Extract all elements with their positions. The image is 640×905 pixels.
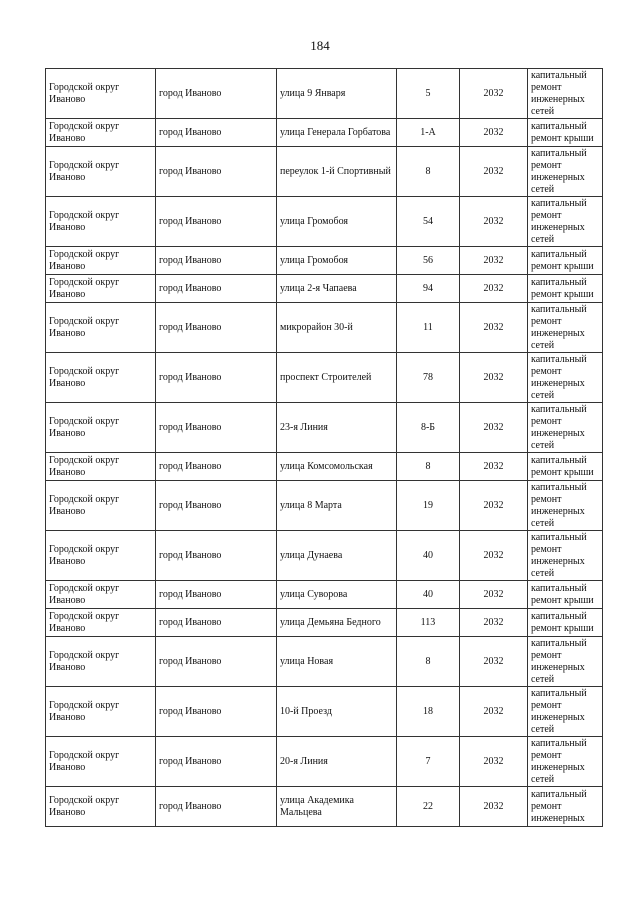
repair-schedule-table — [45, 68, 603, 827]
year-cell: 2032 — [460, 69, 528, 119]
street-cell: проспект Строителей — [277, 353, 397, 403]
work-type-cell: капитальный ремонт крыши — [528, 609, 603, 637]
municipality-cell: Городской округ Иваново — [46, 637, 156, 687]
table-row — [46, 119, 603, 147]
street-cell: улица 2-я Чапаева — [277, 275, 397, 303]
work-type-cell: капитальный ремонт инженерных сетей — [528, 147, 603, 197]
house-number-cell: 56 — [397, 247, 460, 275]
year-cell: 2032 — [460, 275, 528, 303]
house-number-cell: 40 — [397, 531, 460, 581]
work-type-cell: капитальный ремонт инженерных сетей — [528, 69, 603, 119]
settlement-cell: город Иваново — [156, 119, 277, 147]
street-cell: 23-я Линия — [277, 403, 397, 453]
table-row — [46, 403, 603, 453]
year-cell: 2032 — [460, 353, 528, 403]
municipality-cell: Городской округ Иваново — [46, 353, 156, 403]
street-cell: улица Генерала Горбатова — [277, 119, 397, 147]
street-cell: улица Комсомольская — [277, 453, 397, 481]
work-type-cell: капитальный ремонт инженерных сетей — [528, 737, 603, 787]
work-type-cell: капитальный ремонт крыши — [528, 247, 603, 275]
year-cell: 2032 — [460, 481, 528, 531]
work-type-cell: капитальный ремонт крыши — [528, 453, 603, 481]
year-cell: 2032 — [460, 303, 528, 353]
year-cell: 2032 — [460, 687, 528, 737]
street-cell: улица Суворова — [277, 581, 397, 609]
table-row — [46, 637, 603, 687]
table-row — [46, 275, 603, 303]
settlement-cell: город Иваново — [156, 303, 277, 353]
house-number-cell: 5 — [397, 69, 460, 119]
house-number-cell: 54 — [397, 197, 460, 247]
work-type-cell: капитальный ремонт инженерных сетей — [528, 481, 603, 531]
settlement-cell: город Иваново — [156, 787, 277, 827]
house-number-cell: 8 — [397, 637, 460, 687]
table-row — [46, 353, 603, 403]
municipality-cell: Городской округ Иваново — [46, 247, 156, 275]
table-row — [46, 787, 603, 827]
house-number-cell: 113 — [397, 609, 460, 637]
table-body — [46, 69, 603, 827]
settlement-cell: город Иваново — [156, 275, 277, 303]
street-cell: улица 9 Января — [277, 69, 397, 119]
table-row — [46, 531, 603, 581]
house-number-cell: 78 — [397, 353, 460, 403]
work-type-cell: капитальный ремонт инженерных сетей — [528, 353, 603, 403]
street-cell: улица 8 Марта — [277, 481, 397, 531]
work-type-cell: капитальный ремонт крыши — [528, 581, 603, 609]
house-number-cell: 94 — [397, 275, 460, 303]
table-row — [46, 581, 603, 609]
settlement-cell: город Иваново — [156, 247, 277, 275]
settlement-cell: город Иваново — [156, 737, 277, 787]
street-cell: 10-й Проезд — [277, 687, 397, 737]
house-number-cell: 1-А — [397, 119, 460, 147]
settlement-cell: город Иваново — [156, 687, 277, 737]
year-cell: 2032 — [460, 531, 528, 581]
settlement-cell: город Иваново — [156, 353, 277, 403]
street-cell: улица Громобоя — [277, 197, 397, 247]
municipality-cell: Городской округ Иваново — [46, 481, 156, 531]
municipality-cell: Городской округ Иваново — [46, 453, 156, 481]
settlement-cell: город Иваново — [156, 197, 277, 247]
settlement-cell: город Иваново — [156, 69, 277, 119]
street-cell: улица Громобоя — [277, 247, 397, 275]
house-number-cell: 8 — [397, 453, 460, 481]
street-cell: улица Дунаева — [277, 531, 397, 581]
table-row — [46, 197, 603, 247]
table-row — [46, 247, 603, 275]
settlement-cell: город Иваново — [156, 403, 277, 453]
work-type-cell: капитальный ремонт инженерных сетей — [528, 303, 603, 353]
year-cell: 2032 — [460, 453, 528, 481]
street-cell: улица Академика Мальцева — [277, 787, 397, 827]
street-cell: 20-я Линия — [277, 737, 397, 787]
house-number-cell: 7 — [397, 737, 460, 787]
year-cell: 2032 — [460, 403, 528, 453]
house-number-cell: 22 — [397, 787, 460, 827]
municipality-cell: Городской округ Иваново — [46, 687, 156, 737]
municipality-cell: Городской округ Иваново — [46, 531, 156, 581]
house-number-cell: 18 — [397, 687, 460, 737]
year-cell: 2032 — [460, 737, 528, 787]
work-type-cell: капитальный ремонт крыши — [528, 275, 603, 303]
municipality-cell: Городской округ Иваново — [46, 197, 156, 247]
work-type-cell: капитальный ремонт инженерных сетей — [528, 637, 603, 687]
table-row — [46, 481, 603, 531]
municipality-cell: Городской округ Иваново — [46, 119, 156, 147]
year-cell: 2032 — [460, 787, 528, 827]
house-number-cell: 8 — [397, 147, 460, 197]
street-cell: микрорайон 30-й — [277, 303, 397, 353]
municipality-cell: Городской округ Иваново — [46, 403, 156, 453]
year-cell: 2032 — [460, 197, 528, 247]
work-type-cell: капитальный ремонт инженерных сетей — [528, 687, 603, 737]
municipality-cell: Городской округ Иваново — [46, 609, 156, 637]
house-number-cell: 8-Б — [397, 403, 460, 453]
street-cell: переулок 1-й Спортивный — [277, 147, 397, 197]
year-cell: 2032 — [460, 637, 528, 687]
work-type-cell: капитальный ремонт инженерных — [528, 787, 603, 827]
year-cell: 2032 — [460, 581, 528, 609]
settlement-cell: город Иваново — [156, 453, 277, 481]
settlement-cell: город Иваново — [156, 637, 277, 687]
work-type-cell: капитальный ремонт инженерных сетей — [528, 197, 603, 247]
house-number-cell: 11 — [397, 303, 460, 353]
table-row — [46, 147, 603, 197]
municipality-cell: Городской округ Иваново — [46, 737, 156, 787]
municipality-cell: Городской округ Иваново — [46, 787, 156, 827]
street-cell: улица Новая — [277, 637, 397, 687]
work-type-cell: капитальный ремонт инженерных сетей — [528, 403, 603, 453]
year-cell: 2032 — [460, 247, 528, 275]
municipality-cell: Городской округ Иваново — [46, 147, 156, 197]
street-cell: улица Демьяна Бедного — [277, 609, 397, 637]
year-cell: 2032 — [460, 119, 528, 147]
table-row — [46, 687, 603, 737]
settlement-cell: город Иваново — [156, 531, 277, 581]
year-cell: 2032 — [460, 609, 528, 637]
table-row — [46, 609, 603, 637]
settlement-cell: город Иваново — [156, 609, 277, 637]
work-type-cell: капитальный ремонт инженерных сетей — [528, 531, 603, 581]
house-number-cell: 40 — [397, 581, 460, 609]
house-number-cell: 19 — [397, 481, 460, 531]
settlement-cell: город Иваново — [156, 147, 277, 197]
work-type-cell: капитальный ремонт крыши — [528, 119, 603, 147]
municipality-cell: Городской округ Иваново — [46, 303, 156, 353]
table-row — [46, 303, 603, 353]
settlement-cell: город Иваново — [156, 481, 277, 531]
year-cell: 2032 — [460, 147, 528, 197]
table-row — [46, 69, 603, 119]
municipality-cell: Городской округ Иваново — [46, 69, 156, 119]
municipality-cell: Городской округ Иваново — [46, 581, 156, 609]
table-row — [46, 737, 603, 787]
table-row — [46, 453, 603, 481]
municipality-cell: Городской округ Иваново — [46, 275, 156, 303]
page-number: 184 — [310, 38, 330, 53]
settlement-cell: город Иваново — [156, 581, 277, 609]
